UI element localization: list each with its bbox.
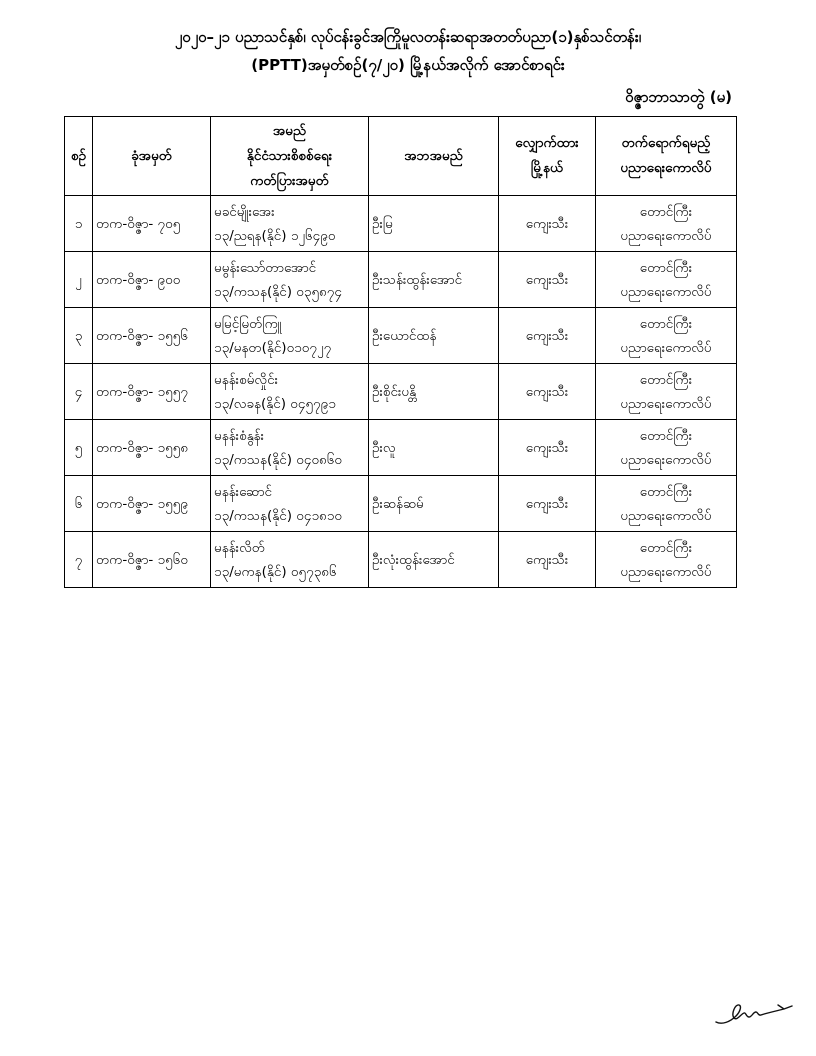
cell-no: ၄ [65,364,93,420]
cell-roll-no: တက-ဝိဇ္ဇာ- ၁၅၅၉ [93,476,211,532]
page-title-line-1: ၂၀၂၀–၂၁ ပညာသင်နှစ်၊ လုပ်ငန်းခွင်အကြိုမူလတန်းဆရာအတတ်ပညာ(၁)နှစ်သင်တန်း၊ [174,28,642,46]
cell-father: ဦးလုံးထွန်းအောင် [369,532,499,588]
cell-college-1: တောင်ကြီး [639,483,693,500]
cell-college [596,196,737,252]
cell-college-2: ပညာရေးကောလိပ် [620,563,712,580]
cell-name: မမြင့်မြတ်ကြူ [214,315,282,332]
cell-roll-no: တက-ဝိဇ္ဇာ- ၁၅၅၈ [93,420,211,476]
cell-roll-no: တက-ဝိဇ္ဇာ- ၁၅၅၆ [93,308,211,364]
cell-name: မနန်းဆောင် [214,483,273,500]
cell-college [596,364,737,420]
cell-name-nrc [211,252,369,308]
cell-name: မခင်မျိုးအေး [214,203,275,220]
table-row [65,364,737,420]
cell-name: မနန်းစံနွန်း [214,427,265,444]
cell-college-1: တောင်ကြီး [639,427,693,444]
cell-roll-no: တက-ဝိဇ္ဇာ- ၇၀၅ [93,196,211,252]
cell-college-1: တောင်ကြီး [639,203,693,220]
pass-list-table [64,116,737,588]
cell-name-nrc [211,420,369,476]
cell-name: မနန်းစမ်လှိုင်း [214,371,278,388]
table-row [65,532,737,588]
cell-father: ဦးလူ [369,420,499,476]
cell-no: ၃ [65,308,93,364]
cell-college-2: ပညာရေးကောလိပ် [620,339,712,356]
cell-no: ၆ [65,476,93,532]
cell-township: ကျေးသီး [499,476,596,532]
cell-father: ဦးသန်းထွန်းအောင် [369,252,499,308]
col-header-township-1: လျှောက်ထား [515,135,579,151]
cell-college [596,420,737,476]
cell-college [596,252,737,308]
cell-roll-no: တက-ဝိဇ္ဇာ- ၁၅၅၇ [93,364,211,420]
cell-township: ကျေးသီး [499,420,596,476]
cell-no: ၁ [65,196,93,252]
table-row [65,420,737,476]
cell-college [596,308,737,364]
table-header-row [65,117,737,196]
cell-college-1: တောင်ကြီး [639,259,693,276]
cell-nrc: ၁၃/ကသန(နိုင်) ၀၄၁၈၁၀ [214,507,342,524]
table-row [65,476,737,532]
col-header-college [596,117,737,196]
cell-nrc: ၁၃/ကသန(နိုင်) ၀၃၅၈၇၄ [214,283,342,300]
col-header-roll-no: ခုံအမှတ် [93,117,211,196]
cell-name-nrc [211,196,369,252]
col-header-father: အဘအမည် [369,117,499,196]
cell-name-nrc [211,476,369,532]
subject-combination-label: ဝိဇ္ဇာဘာသာတွဲ (မ) [625,88,732,106]
cell-college-2: ပညာရေးကောလိပ် [620,451,712,468]
cell-college [596,532,737,588]
cell-township: ကျေးသီး [499,364,596,420]
table-row [65,196,737,252]
cell-township: ကျေးသီး [499,252,596,308]
cell-name: မနန်းလိတ် [214,539,265,556]
cell-township: ကျေးသီး [499,196,596,252]
cell-nrc: ၁၃/မနတ(နိုင်)၀၁၀၇၂၇ [214,339,332,356]
cell-father: ဦးမြ [369,196,499,252]
cell-nrc: ၁၃/ညရန(နိုင်) ၁၂၆၄၉၀ [214,227,336,244]
cell-father: ဦးယောင်ထန် [369,308,499,364]
cell-nrc: ၁၃/လခန(နိုင်) ၀၄၅၇၉၁ [214,395,336,412]
cell-college [596,476,737,532]
cell-college-1: တောင်ကြီး [639,315,693,332]
cell-college-2: ပညာရေးကောလိပ် [620,395,712,412]
col-header-college-1: တက်ရောက်ရမည့် [621,135,711,151]
cell-no: ၂ [65,252,93,308]
cell-name-nrc [211,364,369,420]
table-row [65,252,737,308]
signature-mark [712,992,798,1028]
col-header-township-2: မြို့နယ် [530,160,564,176]
cell-name-nrc [211,308,369,364]
cell-township: ကျေးသီး [499,532,596,588]
cell-roll-no: တက-ဝိဇ္ဇာ- ၁၅၆၀ [93,532,211,588]
cell-name-nrc [211,532,369,588]
cell-college-2: ပညာရေးကောလိပ် [620,227,712,244]
col-header-nrc: နိုင်ငံသားစိစစ်ရေး [246,147,333,164]
cell-father: ဦးဆန်ဆမ် [369,476,499,532]
cell-college-1: တောင်ကြီး [639,539,693,556]
col-header-nrc-2: ကတ်ပြားအမှတ် [250,172,329,189]
cell-no: ၇ [65,532,93,588]
cell-college-1: တောင်ကြီး [639,371,693,388]
cell-college-2: ပညာရေးကောလိပ် [620,283,712,300]
cell-nrc: ၁၃/မကန(နိုင်) ၀၅၇၃၈၆ [214,563,337,580]
col-header-name: အမည် [272,122,307,139]
cell-no: ၅ [65,420,93,476]
col-header-township [499,117,596,196]
cell-township: ကျေးသီး [499,308,596,364]
cell-college-2: ပညာရေးကောလိပ် [620,507,712,524]
cell-nrc: ၁၃/ကသန(နိုင်) ၀၄၀၈၆၀ [214,451,342,468]
table-row [65,308,737,364]
cell-roll-no: တက-ဝိဇ္ဇာ- ၉၀၀ [93,252,211,308]
col-header-no: စဉ် [65,117,93,196]
cell-name: မမွန်းသော်တာအောင် [214,259,317,276]
col-header-college-2: ပညာရေးကောလိပ် [620,160,712,176]
col-header-name-nrc [211,117,369,196]
page-title-line-2: (PPTT)အမှတ်စဉ်(၇/၂၀) မြို့နယ်အလိုက် အောင်စာရင်း [251,56,565,74]
cell-father: ဦးစိုင်းပန္တိ [369,364,499,420]
